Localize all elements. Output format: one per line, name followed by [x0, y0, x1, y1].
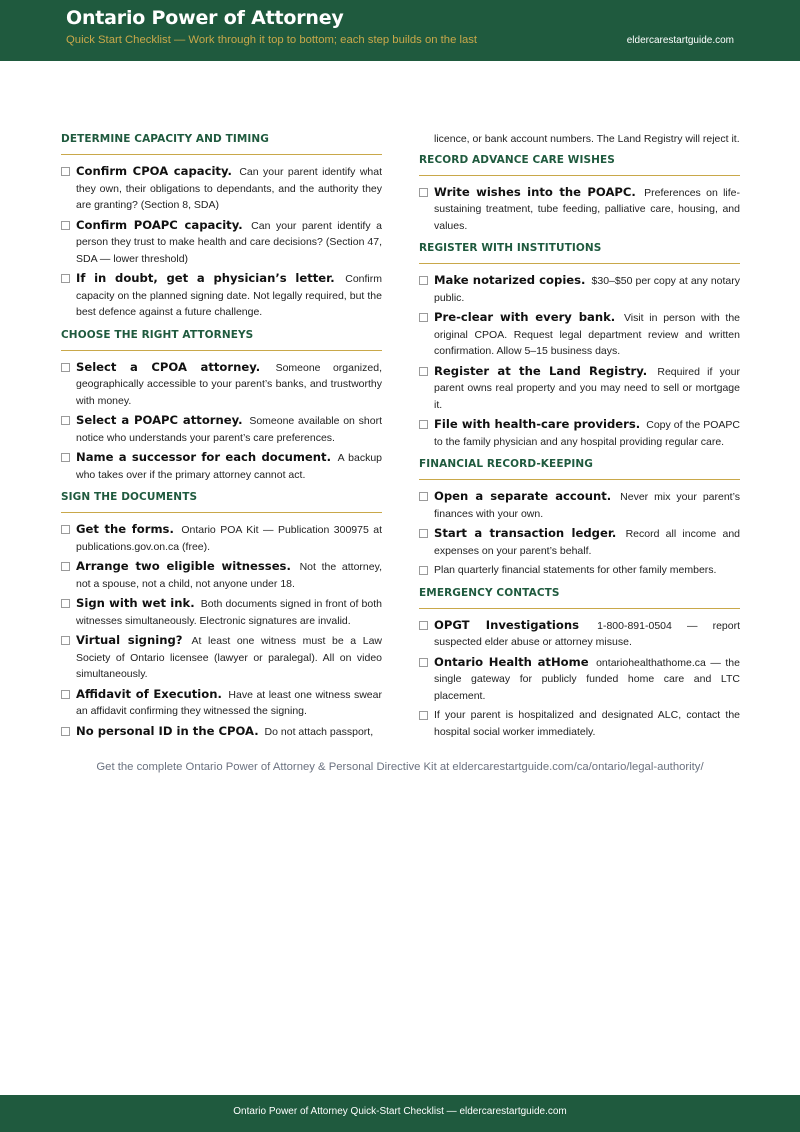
item-body: Not the attorney, not a spouse, not a child, not anyone under 18.: [76, 561, 382, 590]
checkbox-icon[interactable]: [419, 313, 428, 322]
checklist-item: [61, 632, 382, 683]
item-lead: File with health-care providers.: [434, 417, 641, 431]
item-body: Confirm capacity on the planned signing date. Not legally required, but the best defence against a future challenge.: [76, 273, 383, 318]
item-lead: Get the forms.: [76, 522, 174, 536]
checkbox-icon[interactable]: [419, 711, 428, 720]
checkbox-icon[interactable]: [61, 690, 70, 699]
item-lead: Write wishes into the POAPC.: [434, 184, 636, 199]
item-body: Record all income and expenses on your parent’s behalf.: [434, 528, 740, 557]
item-body: Required if your parent owns real property and you may need to sell or mortgage it.: [434, 365, 740, 411]
item-body: Copy of the POAPC to the family physician and any hospital providing regular care.: [434, 419, 740, 448]
checklist-item: [419, 617, 740, 651]
item-lead: If in doubt, get a physician’s letter.: [76, 271, 335, 285]
item-lead: Select a CPOA attorney.: [76, 359, 261, 374]
checklist-item: [61, 359, 382, 410]
item-lead: Start a transaction ledger.: [434, 526, 617, 540]
page-header: [0, 0, 800, 61]
item-lead: Register at the Land Registry.: [434, 363, 648, 378]
item-body: Both documents signed in front of both witnesses simultaneously. Electronic signatures are invalid.: [76, 598, 382, 627]
continued-text: licence, or bank account numbers. The Land Registry will reject it.: [434, 133, 740, 145]
section-title: CHOOSE THE RIGHT ATTORNEYS: [61, 327, 382, 351]
checklist-section: [419, 240, 740, 450]
checkbox-icon[interactable]: [419, 367, 428, 376]
checklist-item: [419, 707, 740, 740]
item-lead: Pre-clear with every bank.: [434, 310, 616, 324]
item-body: Can your parent identify a person they trust to make health and care decisions? (Section 47, SDA — lower threshold): [76, 219, 382, 265]
checkbox-icon[interactable]: [419, 276, 428, 285]
item-body: If your parent is hospitalized and designated ALC, contact the hospital social worker immediately.: [434, 709, 740, 738]
checklist-item: [61, 270, 382, 321]
checklist-item: [419, 525, 740, 559]
checkbox-icon[interactable]: [61, 274, 70, 283]
item-body: Plan quarterly financial statements for other family members.: [434, 564, 717, 576]
checklist-section: [61, 489, 382, 740]
checklist-item: [61, 217, 382, 268]
checklist-item: [419, 363, 740, 414]
checklist-section: [419, 456, 740, 579]
checkbox-icon[interactable]: [61, 167, 70, 176]
checkbox-icon[interactable]: [61, 599, 70, 608]
checklist-section: [61, 327, 382, 484]
item-body: Visit in person with the original CPOA. Request legal department review and written confirmation. Allow 5–15 business days.: [434, 312, 741, 357]
checklist-item: [61, 558, 382, 592]
checkbox-icon[interactable]: [419, 188, 428, 197]
checkbox-icon[interactable]: [61, 525, 70, 534]
item-body: At least one witness must be a Law Society of Ontario licensee (lawyer or paralegal). All on video simultaneously.: [76, 635, 382, 680]
checkbox-icon[interactable]: [61, 416, 70, 425]
item-body: ontariohealthathome.ca — the single gateway for publicly funded home care and LTC placement.: [434, 656, 740, 702]
checklist-item: [61, 595, 382, 629]
item-lead: No personal ID in the CPOA.: [76, 723, 259, 738]
section-title: REGISTER WITH INSTITUTIONS: [419, 240, 740, 264]
section-title: DETERMINE CAPACITY AND TIMING: [61, 131, 382, 155]
checklist-item: [419, 272, 740, 306]
item-body: Have at least one witness swear an affidavit confirming they witnessed the signing.: [76, 688, 382, 717]
page-footer: Ontario Power of Attorney Quick-Start Checklist — eldercarestartguide.com: [0, 1095, 800, 1132]
checklist-item: [419, 309, 740, 360]
item-body: Someone organized, geographically accessible to your parent’s banks, and trustworthy with money.: [76, 361, 382, 407]
item-body: A backup who takes over if the primary attorney cannot act.: [76, 452, 382, 481]
checklist-section: [61, 131, 382, 321]
item-body: Someone available on short notice who understands your parent’s care preferences.: [76, 415, 382, 444]
checkbox-icon[interactable]: [61, 453, 70, 462]
checklist-item: [61, 521, 382, 555]
item-body: Ontario POA Kit — Publication 300975 at publications.gov.on.ca (free).: [76, 524, 383, 553]
right-column: [419, 131, 740, 743]
checklist-section: [419, 152, 740, 235]
checkbox-icon[interactable]: [61, 363, 70, 372]
item-lead: Sign with wet ink.: [76, 596, 195, 610]
item-body: Do not attach passport,: [264, 725, 374, 738]
checkbox-icon[interactable]: [419, 658, 428, 667]
item-lead: Confirm POAPC capacity.: [76, 217, 243, 232]
checklist-item: [419, 654, 740, 705]
left-column: [61, 131, 382, 743]
item-lead: Ontario Health atHome: [434, 654, 589, 669]
checklist-item: [61, 412, 382, 446]
checkbox-icon[interactable]: [419, 529, 428, 538]
checklist-item: [61, 449, 382, 483]
checklist-item: [419, 488, 740, 522]
checklist-section: [419, 585, 740, 741]
section-title: RECORD ADVANCE CARE WISHES: [419, 152, 740, 176]
page-title: Ontario Power of Attorney: [66, 7, 344, 29]
checkbox-icon[interactable]: [61, 727, 70, 736]
item-body: 1-800-891-0504 — report suspected elder abuse or attorney misuse.: [434, 619, 740, 648]
item-lead: Make notarized copies.: [434, 273, 586, 287]
checkbox-icon[interactable]: [419, 621, 428, 630]
kit-link[interactable]: Get the complete Ontario Power of Attorney & Personal Directive Kit at eldercarestartguide.com/ca/ontario/legal-authority/: [96, 761, 704, 773]
checkbox-icon[interactable]: [61, 636, 70, 645]
section-title: FINANCIAL RECORD-KEEPING: [419, 456, 740, 480]
page-subtitle: Quick Start Checklist — Work through it top to bottom; each step builds on the last: [66, 34, 478, 46]
checkbox-icon[interactable]: [419, 566, 428, 575]
checkbox-icon[interactable]: [61, 562, 70, 571]
checkbox-icon[interactable]: [419, 492, 428, 501]
item-lead: Select a POAPC attorney.: [76, 413, 243, 427]
section-title: EMERGENCY CONTACTS: [419, 585, 740, 609]
item-lead: Arrange two eligible witnesses.: [76, 559, 291, 573]
item-lead: Confirm CPOA capacity.: [76, 164, 232, 178]
item-lead: Affidavit of Execution.: [76, 686, 222, 701]
item-body: Never mix your parent’s finances with your own.: [434, 491, 740, 520]
checklist-item: [61, 163, 382, 214]
checkbox-icon[interactable]: [419, 420, 428, 429]
header-site-link[interactable]: eldercarestartguide.com: [626, 35, 734, 46]
item-lead: Open a separate account.: [434, 489, 612, 503]
checklist-item: [419, 562, 740, 579]
item-lead: Name a successor for each document.: [76, 450, 331, 464]
checklist-item: [61, 723, 382, 741]
checklist-item: [61, 686, 382, 720]
checklist-item: [419, 184, 740, 235]
item-body: $30–$50 per copy at any notary public.: [434, 275, 740, 304]
checkbox-icon[interactable]: [61, 221, 70, 230]
item-body: Can your parent identify what they own, their obligations to dependants, and the authority they are granting? (Section 8, SDA): [76, 166, 383, 211]
item-lead: Virtual signing?: [76, 633, 183, 647]
item-lead: OPGT Investigations: [434, 617, 579, 632]
item-body: Preferences on life-sustaining treatment, tube feeding, palliative care, housing, and values.: [434, 186, 741, 232]
checklist-item: [419, 416, 740, 450]
section-title: SIGN THE DOCUMENTS: [61, 489, 382, 513]
